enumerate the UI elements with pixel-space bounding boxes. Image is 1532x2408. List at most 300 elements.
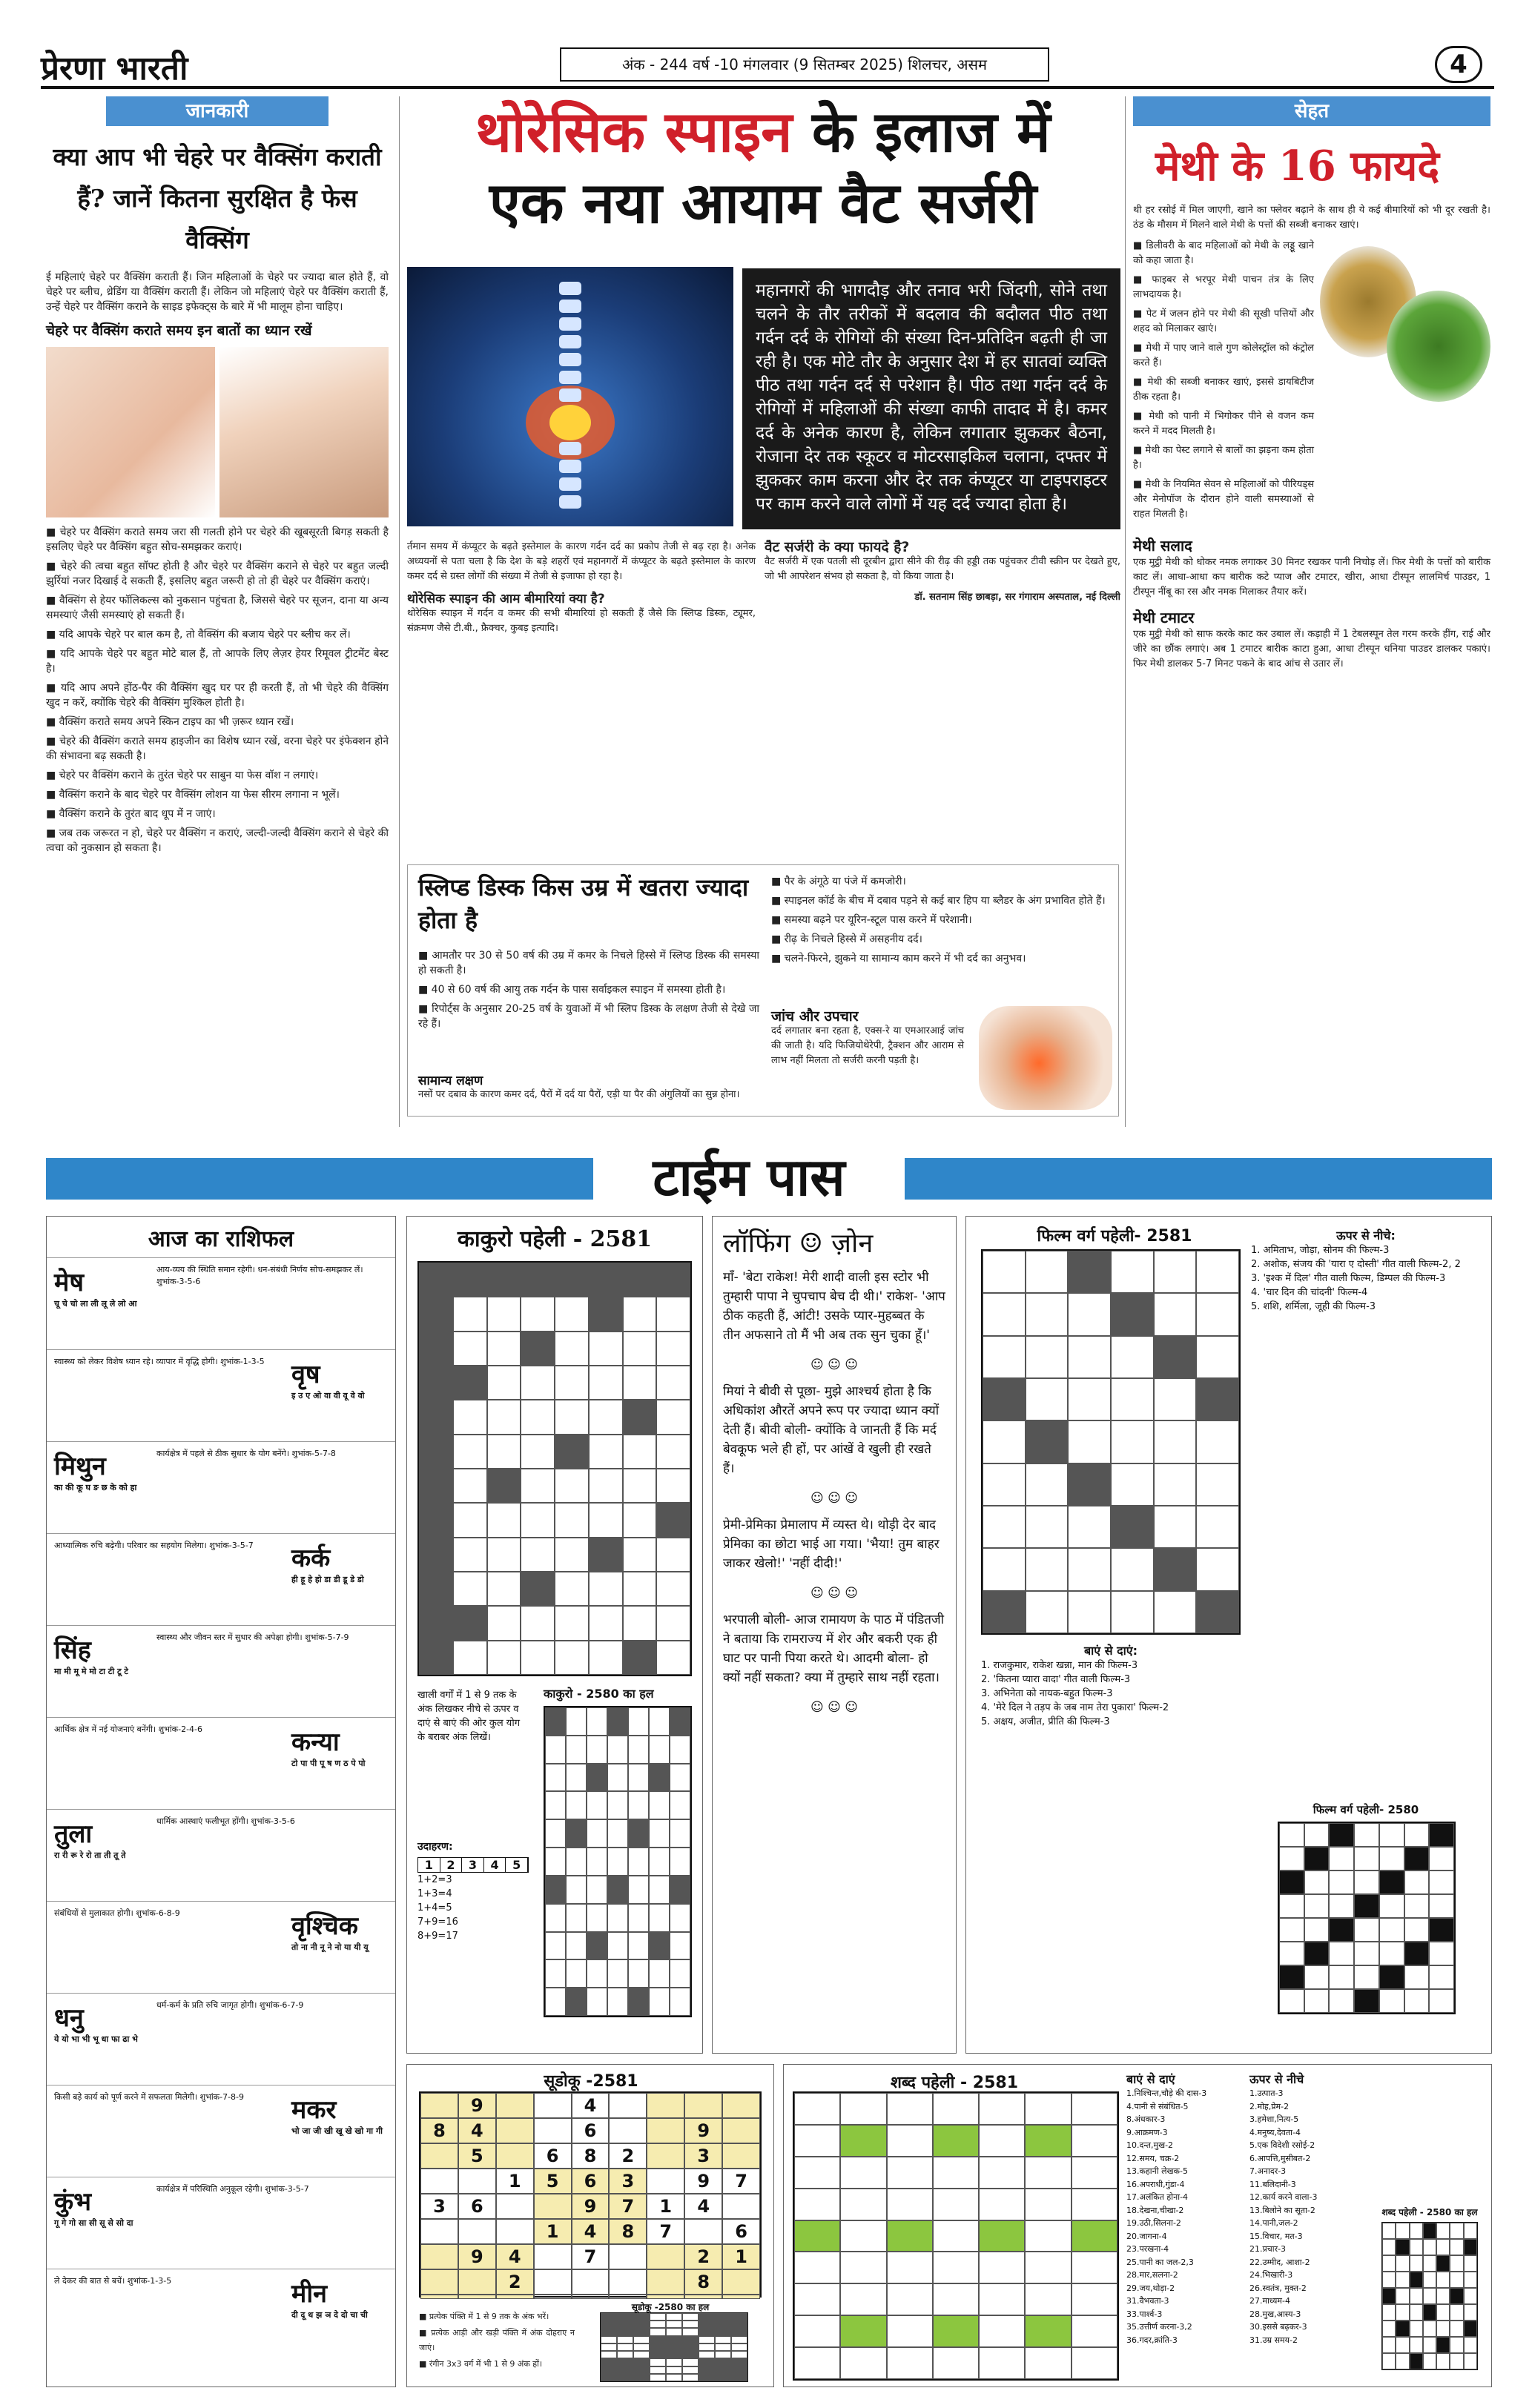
grid-cell[interactable] xyxy=(487,1297,521,1331)
sudoku-cell[interactable] xyxy=(722,2194,760,2219)
grid-cell[interactable] xyxy=(840,2189,886,2220)
sudoku-cell[interactable] xyxy=(420,2269,458,2295)
grid-cell[interactable] xyxy=(887,2125,933,2157)
grid-cell[interactable] xyxy=(555,1400,589,1434)
sudoku-cell[interactable]: 4 xyxy=(458,2118,496,2143)
grid-cell[interactable] xyxy=(555,1263,589,1297)
grid-cell[interactable] xyxy=(887,2157,933,2189)
sudoku-cell[interactable]: 1 xyxy=(496,2169,534,2194)
grid-cell[interactable] xyxy=(983,1420,1026,1463)
sudoku-cell[interactable]: 2 xyxy=(496,2269,534,2295)
grid-cell[interactable] xyxy=(1111,1548,1154,1590)
sudoku-cell[interactable]: 1 xyxy=(722,2244,760,2269)
grid-cell[interactable] xyxy=(555,1332,589,1366)
grid-cell[interactable] xyxy=(453,1297,487,1331)
sudoku-cell[interactable]: 6 xyxy=(722,2219,760,2244)
sudoku-cell[interactable] xyxy=(420,2169,458,2194)
sudoku-cell[interactable] xyxy=(609,2118,647,2143)
grid-cell[interactable] xyxy=(794,2093,840,2125)
grid-cell[interactable] xyxy=(521,1606,555,1640)
grid-cell[interactable] xyxy=(1111,1591,1154,1633)
grid-cell[interactable] xyxy=(983,1548,1026,1590)
grid-cell[interactable] xyxy=(1072,2283,1117,2315)
grid-cell[interactable] xyxy=(623,1263,657,1297)
grid-cell[interactable] xyxy=(887,2252,933,2283)
grid-cell[interactable] xyxy=(1025,2157,1071,2189)
grid-cell[interactable] xyxy=(1111,1506,1154,1548)
grid-cell[interactable] xyxy=(933,2252,979,2283)
grid-cell[interactable] xyxy=(979,2252,1025,2283)
grid-cell[interactable] xyxy=(1026,1591,1069,1633)
grid-cell[interactable] xyxy=(1025,2252,1071,2283)
grid-cell[interactable] xyxy=(887,2093,933,2125)
grid-cell[interactable] xyxy=(555,1572,589,1606)
grid-cell[interactable] xyxy=(1072,2093,1117,2125)
grid-cell[interactable] xyxy=(419,1263,453,1297)
grid-cell[interactable] xyxy=(555,1538,589,1572)
grid-cell[interactable] xyxy=(1025,2093,1071,2125)
grid-cell[interactable] xyxy=(1026,1378,1069,1420)
sudoku-cell[interactable]: 3 xyxy=(609,2169,647,2194)
grid-cell[interactable] xyxy=(521,1435,555,1469)
grid-cell[interactable] xyxy=(419,1400,453,1434)
grid-cell[interactable] xyxy=(453,1606,487,1640)
grid-cell[interactable] xyxy=(1025,2283,1071,2315)
sudoku-cell[interactable]: 4 xyxy=(496,2244,534,2269)
sudoku-cell[interactable] xyxy=(534,2269,572,2295)
grid-cell[interactable] xyxy=(983,1378,1026,1420)
grid-cell[interactable] xyxy=(521,1332,555,1366)
grid-cell[interactable] xyxy=(656,1503,690,1537)
grid-cell[interactable] xyxy=(933,2125,979,2157)
grid-cell[interactable] xyxy=(794,2157,840,2189)
grid-cell[interactable] xyxy=(983,1336,1026,1378)
grid-cell[interactable] xyxy=(933,2189,979,2220)
sudoku-cell[interactable] xyxy=(420,2093,458,2118)
sudoku-cell[interactable] xyxy=(647,2093,684,2118)
grid-cell[interactable] xyxy=(1072,2252,1117,2283)
grid-cell[interactable] xyxy=(887,2220,933,2252)
grid-cell[interactable] xyxy=(589,1366,623,1400)
grid-cell[interactable] xyxy=(1111,1378,1154,1420)
sudoku-cell[interactable] xyxy=(609,2244,647,2269)
grid-cell[interactable] xyxy=(1111,1293,1154,1335)
grid-cell[interactable] xyxy=(656,1332,690,1366)
grid-cell[interactable] xyxy=(1154,1506,1197,1548)
sudoku-cell[interactable]: 2 xyxy=(684,2244,722,2269)
grid-cell[interactable] xyxy=(555,1297,589,1331)
sudoku-cell[interactable] xyxy=(647,2295,684,2299)
grid-cell[interactable] xyxy=(1068,1463,1111,1506)
grid-cell[interactable] xyxy=(840,2093,886,2125)
sudoku-cell[interactable] xyxy=(458,2169,496,2194)
grid-cell[interactable] xyxy=(487,1469,521,1503)
grid-cell[interactable] xyxy=(521,1400,555,1434)
grid-cell[interactable] xyxy=(1068,1293,1111,1335)
sudoku-cell[interactable]: 4 xyxy=(684,2194,722,2219)
grid-cell[interactable] xyxy=(589,1297,623,1331)
sudoku-grid[interactable] xyxy=(419,2091,762,2298)
grid-cell[interactable] xyxy=(794,2125,840,2157)
grid-cell[interactable] xyxy=(555,1469,589,1503)
grid-cell[interactable] xyxy=(623,1641,657,1675)
grid-cell[interactable] xyxy=(1025,2189,1071,2220)
sudoku-cell[interactable]: 3 xyxy=(684,2143,722,2169)
sudoku-cell[interactable] xyxy=(609,2295,647,2299)
grid-cell[interactable] xyxy=(1026,1420,1069,1463)
grid-cell[interactable] xyxy=(521,1572,555,1606)
grid-cell[interactable] xyxy=(1196,1548,1239,1590)
grid-cell[interactable] xyxy=(1154,1463,1197,1506)
grid-cell[interactable] xyxy=(979,2189,1025,2220)
grid-cell[interactable] xyxy=(794,2315,840,2347)
sudoku-cell[interactable]: 6 xyxy=(458,2194,496,2219)
grid-cell[interactable] xyxy=(521,1503,555,1537)
grid-cell[interactable] xyxy=(840,2252,886,2283)
sudoku-cell[interactable] xyxy=(684,2219,722,2244)
grid-cell[interactable] xyxy=(487,1400,521,1434)
sudoku-cell[interactable]: 8 xyxy=(609,2219,647,2244)
grid-cell[interactable] xyxy=(1025,2220,1071,2252)
sudoku-cell[interactable]: 7 xyxy=(609,2194,647,2219)
grid-cell[interactable] xyxy=(887,2347,933,2379)
grid-cell[interactable] xyxy=(555,1606,589,1640)
grid-cell[interactable] xyxy=(887,2189,933,2220)
grid-cell[interactable] xyxy=(840,2125,886,2157)
sudoku-cell[interactable]: 5 xyxy=(458,2143,496,2169)
sudoku-cell[interactable] xyxy=(534,2093,572,2118)
grid-cell[interactable] xyxy=(487,1366,521,1400)
grid-cell[interactable] xyxy=(589,1469,623,1503)
grid-cell[interactable] xyxy=(933,2093,979,2125)
grid-cell[interactable] xyxy=(1111,1463,1154,1506)
sudoku-cell[interactable] xyxy=(496,2093,534,2118)
sudoku-cell[interactable] xyxy=(722,2143,760,2169)
grid-cell[interactable] xyxy=(623,1469,657,1503)
grid-cell[interactable] xyxy=(979,2157,1025,2189)
sudoku-cell[interactable]: 2 xyxy=(609,2143,647,2169)
grid-cell[interactable] xyxy=(487,1572,521,1606)
grid-cell[interactable] xyxy=(589,1332,623,1366)
grid-cell[interactable] xyxy=(623,1606,657,1640)
grid-cell[interactable] xyxy=(419,1332,453,1366)
sudoku-cell[interactable] xyxy=(458,2269,496,2295)
sudoku-cell[interactable] xyxy=(458,2219,496,2244)
sudoku-cell[interactable] xyxy=(722,2118,760,2143)
grid-cell[interactable] xyxy=(794,2283,840,2315)
sudoku-cell[interactable]: 3 xyxy=(420,2194,458,2219)
grid-cell[interactable] xyxy=(1111,1251,1154,1293)
sudoku-cell[interactable] xyxy=(534,2295,572,2299)
grid-cell[interactable] xyxy=(487,1263,521,1297)
sudoku-cell[interactable] xyxy=(420,2295,458,2299)
grid-cell[interactable] xyxy=(1072,2125,1117,2157)
grid-cell[interactable] xyxy=(1072,2157,1117,2189)
grid-cell[interactable] xyxy=(1154,1591,1197,1633)
grid-cell[interactable] xyxy=(555,1641,589,1675)
sudoku-cell[interactable] xyxy=(496,2194,534,2219)
word-puzzle-grid[interactable] xyxy=(793,2091,1119,2381)
grid-cell[interactable] xyxy=(656,1538,690,1572)
grid-cell[interactable] xyxy=(840,2347,886,2379)
grid-cell[interactable] xyxy=(453,1332,487,1366)
grid-cell[interactable] xyxy=(979,2093,1025,2125)
sudoku-cell[interactable] xyxy=(572,2295,610,2299)
grid-cell[interactable] xyxy=(1111,1336,1154,1378)
sudoku-cell[interactable] xyxy=(609,2269,647,2295)
grid-cell[interactable] xyxy=(623,1435,657,1469)
sudoku-cell[interactable] xyxy=(420,2143,458,2169)
grid-cell[interactable] xyxy=(1026,1463,1069,1506)
grid-cell[interactable] xyxy=(656,1400,690,1434)
grid-cell[interactable] xyxy=(487,1538,521,1572)
grid-cell[interactable] xyxy=(589,1435,623,1469)
grid-cell[interactable] xyxy=(656,1297,690,1331)
grid-cell[interactable] xyxy=(983,1293,1026,1335)
grid-cell[interactable] xyxy=(1025,2125,1071,2157)
grid-cell[interactable] xyxy=(1068,1336,1111,1378)
sudoku-cell[interactable] xyxy=(534,2118,572,2143)
grid-cell[interactable] xyxy=(589,1606,623,1640)
grid-cell[interactable] xyxy=(1026,1336,1069,1378)
grid-cell[interactable] xyxy=(419,1503,453,1537)
grid-cell[interactable] xyxy=(1154,1420,1197,1463)
sudoku-cell[interactable]: 9 xyxy=(684,2169,722,2194)
grid-cell[interactable] xyxy=(623,1332,657,1366)
sudoku-cell[interactable]: 9 xyxy=(458,2244,496,2269)
grid-cell[interactable] xyxy=(419,1297,453,1331)
grid-cell[interactable] xyxy=(589,1503,623,1537)
grid-cell[interactable] xyxy=(623,1572,657,1606)
grid-cell[interactable] xyxy=(840,2157,886,2189)
grid-cell[interactable] xyxy=(979,2220,1025,2252)
sudoku-cell[interactable]: 6 xyxy=(534,2143,572,2169)
grid-cell[interactable] xyxy=(983,1251,1026,1293)
grid-cell[interactable] xyxy=(1068,1548,1111,1590)
grid-cell[interactable] xyxy=(453,1400,487,1434)
grid-cell[interactable] xyxy=(419,1538,453,1572)
grid-cell[interactable] xyxy=(933,2315,979,2347)
grid-cell[interactable] xyxy=(1068,1378,1111,1420)
sudoku-cell[interactable] xyxy=(684,2093,722,2118)
grid-cell[interactable] xyxy=(1154,1336,1197,1378)
grid-cell[interactable] xyxy=(589,1572,623,1606)
grid-cell[interactable] xyxy=(1196,1420,1239,1463)
grid-cell[interactable] xyxy=(419,1366,453,1400)
sudoku-cell[interactable] xyxy=(534,2194,572,2219)
sudoku-cell[interactable]: 1 xyxy=(647,2194,684,2219)
sudoku-cell[interactable]: 4 xyxy=(572,2219,610,2244)
sudoku-cell[interactable] xyxy=(534,2244,572,2269)
grid-cell[interactable] xyxy=(419,1606,453,1640)
grid-cell[interactable] xyxy=(521,1297,555,1331)
grid-cell[interactable] xyxy=(521,1263,555,1297)
grid-cell[interactable] xyxy=(840,2283,886,2315)
grid-cell[interactable] xyxy=(419,1435,453,1469)
grid-cell[interactable] xyxy=(623,1366,657,1400)
grid-cell xyxy=(715,2344,731,2351)
grid-cell[interactable] xyxy=(1196,1378,1239,1420)
grid-cell[interactable] xyxy=(1154,1251,1197,1293)
grid-cell[interactable] xyxy=(794,2252,840,2283)
grid-cell[interactable] xyxy=(555,1366,589,1400)
grid-cell[interactable] xyxy=(1154,1548,1197,1590)
sudoku-cell[interactable] xyxy=(496,2219,534,2244)
grid-cell[interactable] xyxy=(1026,1548,1069,1590)
grid-cell[interactable] xyxy=(453,1503,487,1537)
grid-cell[interactable] xyxy=(487,1503,521,1537)
grid-cell[interactable] xyxy=(656,1606,690,1640)
grid-cell[interactable] xyxy=(589,1263,623,1297)
grid-cell[interactable] xyxy=(933,2283,979,2315)
sudoku-cell[interactable] xyxy=(722,2093,760,2118)
grid-cell[interactable] xyxy=(656,1366,690,1400)
grid-cell[interactable] xyxy=(453,1538,487,1572)
sudoku-cell[interactable] xyxy=(722,2269,760,2295)
grid-cell[interactable] xyxy=(1068,1251,1111,1293)
grid-cell[interactable] xyxy=(521,1538,555,1572)
grid-cell[interactable] xyxy=(979,2315,1025,2347)
grid-cell[interactable] xyxy=(1196,1251,1239,1293)
grid-cell[interactable] xyxy=(453,1572,487,1606)
grid-cell[interactable] xyxy=(589,1641,623,1675)
grid-cell[interactable] xyxy=(933,2220,979,2252)
grid-cell[interactable] xyxy=(1025,2347,1071,2379)
sudoku-cell[interactable]: 5 xyxy=(534,2169,572,2194)
sudoku-cell[interactable] xyxy=(647,2269,684,2295)
grid-cell[interactable] xyxy=(1072,2220,1117,2252)
grid-cell[interactable] xyxy=(487,1435,521,1469)
grid-cell[interactable] xyxy=(1196,1506,1239,1548)
sudoku-cell[interactable]: 7 xyxy=(722,2169,760,2194)
grid-cell[interactable] xyxy=(1068,1506,1111,1548)
grid-cell[interactable] xyxy=(979,2125,1025,2157)
sudoku-cell[interactable]: 8 xyxy=(684,2269,722,2295)
sudoku-cell[interactable]: 6 xyxy=(572,2118,610,2143)
sudoku-cell[interactable] xyxy=(647,2143,684,2169)
grid-cell[interactable] xyxy=(1072,2315,1117,2347)
grid-cell[interactable] xyxy=(983,1591,1026,1633)
grid-cell[interactable] xyxy=(623,1503,657,1537)
sudoku-cell[interactable]: 9 xyxy=(572,2194,610,2219)
grid-cell[interactable] xyxy=(1026,1506,1069,1548)
grid-cell[interactable] xyxy=(1111,1420,1154,1463)
grid-cell[interactable] xyxy=(933,2157,979,2189)
grid-cell[interactable] xyxy=(521,1366,555,1400)
grid-cell[interactable] xyxy=(487,1606,521,1640)
grid-cell[interactable] xyxy=(1026,1251,1069,1293)
grid-cell[interactable] xyxy=(487,1332,521,1366)
grid-cell[interactable] xyxy=(979,2283,1025,2315)
sudoku-cell[interactable] xyxy=(647,2169,684,2194)
sudoku-cell[interactable]: 8 xyxy=(572,2143,610,2169)
grid-cell[interactable] xyxy=(555,1435,589,1469)
grid-cell[interactable] xyxy=(794,2189,840,2220)
grid-cell[interactable] xyxy=(419,1572,453,1606)
grid-cell[interactable] xyxy=(521,1641,555,1675)
grid-cell[interactable] xyxy=(453,1641,487,1675)
sudoku-cell[interactable]: 7 xyxy=(647,2219,684,2244)
grid-cell[interactable] xyxy=(1196,1591,1239,1633)
grid-cell[interactable] xyxy=(983,1463,1026,1506)
grid-cell[interactable] xyxy=(1196,1293,1239,1335)
grid-cell[interactable] xyxy=(453,1366,487,1400)
sudoku-cell[interactable]: 9 xyxy=(684,2118,722,2143)
grid-cell[interactable] xyxy=(1068,1420,1111,1463)
grid-cell[interactable] xyxy=(1068,1591,1111,1633)
sudoku-cell[interactable] xyxy=(647,2244,684,2269)
sudoku-cell[interactable] xyxy=(684,2295,722,2299)
grid-cell[interactable] xyxy=(1196,1463,1239,1506)
sudoku-cell[interactable]: 1 xyxy=(534,2219,572,2244)
word-across-clues xyxy=(1126,2087,1245,2346)
sudoku-cell[interactable] xyxy=(496,2118,534,2143)
sudoku-cell[interactable] xyxy=(496,2295,534,2299)
grid-cell[interactable] xyxy=(453,1263,487,1297)
grid-cell[interactable] xyxy=(887,2283,933,2315)
sudoku-cell[interactable] xyxy=(496,2143,534,2169)
grid-cell[interactable] xyxy=(1196,1336,1239,1378)
sudoku-cell[interactable]: 7 xyxy=(572,2244,610,2269)
sudoku-cell[interactable] xyxy=(647,2118,684,2143)
grid-cell[interactable] xyxy=(419,1641,453,1675)
sudoku-cell[interactable]: 8 xyxy=(420,2118,458,2143)
film-puzzle-grid[interactable] xyxy=(981,1249,1241,1635)
grid-cell[interactable] xyxy=(419,1469,453,1503)
sudoku-cell[interactable] xyxy=(722,2295,760,2299)
sudoku-cell[interactable] xyxy=(420,2244,458,2269)
grid-cell[interactable] xyxy=(521,1469,555,1503)
grid-cell[interactable] xyxy=(1025,2315,1071,2347)
sudoku-cell[interactable] xyxy=(572,2269,610,2295)
sudoku-cell[interactable] xyxy=(420,2219,458,2244)
grid-cell[interactable] xyxy=(453,1469,487,1503)
sudoku-cell[interactable]: 9 xyxy=(458,2093,496,2118)
grid-cell[interactable] xyxy=(623,1538,657,1572)
kakuro-grid[interactable] xyxy=(417,1261,692,1676)
grid-cell[interactable] xyxy=(623,1400,657,1434)
grid-cell[interactable] xyxy=(453,1435,487,1469)
grid-cell[interactable] xyxy=(1026,1293,1069,1335)
grid-cell[interactable] xyxy=(1154,1378,1197,1420)
grid-cell[interactable] xyxy=(794,2347,840,2379)
grid-cell[interactable] xyxy=(1072,2347,1117,2379)
grid-cell[interactable] xyxy=(840,2220,886,2252)
grid-cell[interactable] xyxy=(656,1572,690,1606)
grid-cell[interactable] xyxy=(933,2347,979,2379)
grid-cell[interactable] xyxy=(656,1641,690,1675)
sudoku-cell[interactable] xyxy=(609,2093,647,2118)
grid-cell[interactable] xyxy=(1154,1293,1197,1335)
sudoku-cell[interactable]: 6 xyxy=(572,2169,610,2194)
grid-cell[interactable] xyxy=(983,1506,1026,1548)
grid-cell[interactable] xyxy=(656,1435,690,1469)
grid-cell[interactable] xyxy=(656,1263,690,1297)
grid-cell[interactable] xyxy=(794,2220,840,2252)
grid-cell[interactable] xyxy=(487,1641,521,1675)
sudoku-cell[interactable]: 4 xyxy=(572,2093,610,2118)
grid-cell[interactable] xyxy=(555,1503,589,1537)
grid-cell[interactable] xyxy=(979,2347,1025,2379)
grid-cell[interactable] xyxy=(589,1400,623,1434)
grid-cell[interactable] xyxy=(623,1297,657,1331)
grid-cell[interactable] xyxy=(589,1538,623,1572)
grid-cell[interactable] xyxy=(887,2315,933,2347)
grid-cell[interactable] xyxy=(840,2315,886,2347)
grid-cell[interactable] xyxy=(1072,2189,1117,2220)
sudoku-cell[interactable] xyxy=(458,2295,496,2299)
grid-cell[interactable] xyxy=(656,1469,690,1503)
